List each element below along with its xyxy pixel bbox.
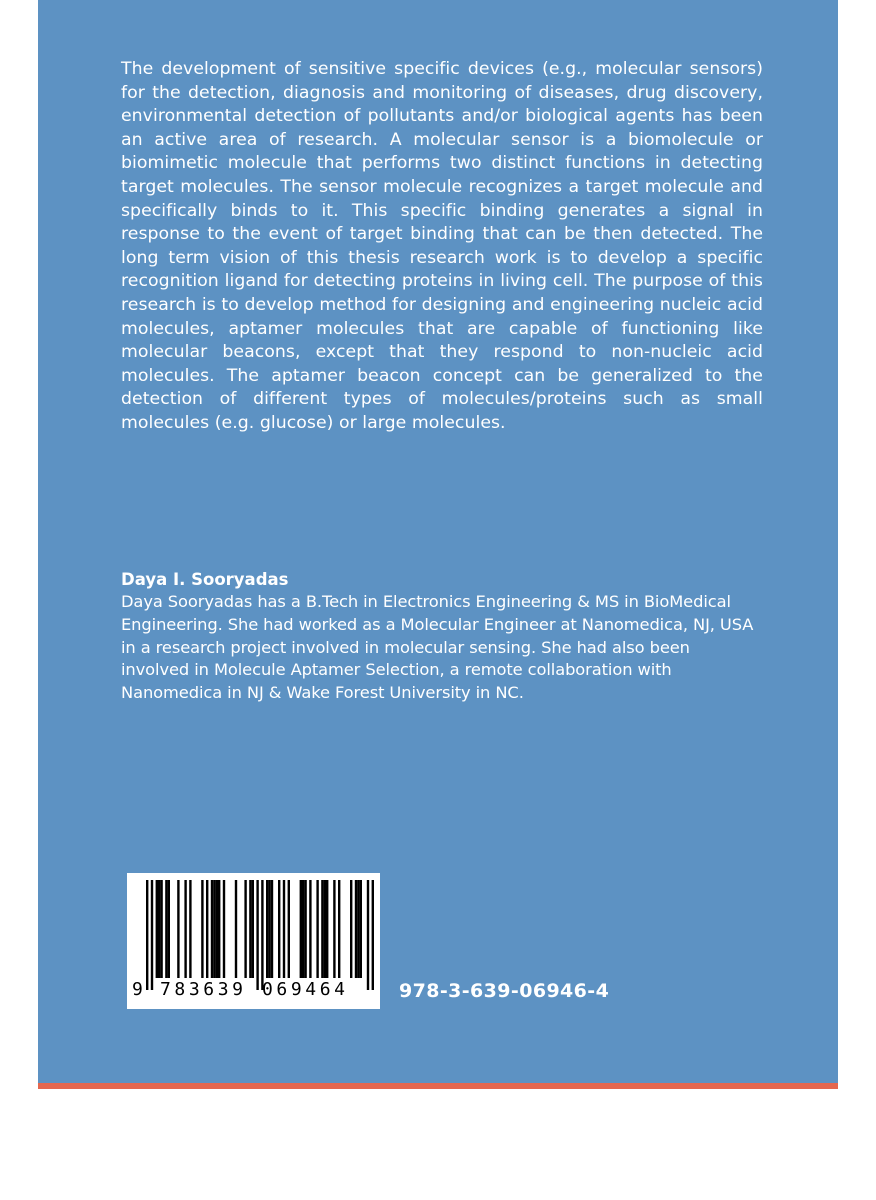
barcode-bar <box>206 880 208 978</box>
barcode-bar <box>158 880 160 978</box>
barcode-bar <box>189 880 191 978</box>
barcode-bar <box>156 880 158 978</box>
barcode-bar <box>326 880 328 978</box>
barcode-bar <box>283 880 285 978</box>
barcode-bar <box>333 880 335 978</box>
barcode-bar <box>146 880 148 990</box>
barcode-bar <box>261 880 263 990</box>
barcode-bar <box>211 880 213 978</box>
isbn-number: 978-3-639-06946-4 <box>399 980 610 1002</box>
barcode-bar <box>350 880 352 978</box>
author-name: Daya I. Sooryadas <box>121 570 289 589</box>
barcode-digits: 9 783639 069464 <box>132 979 349 1000</box>
barcode-bar <box>223 880 225 978</box>
barcode-bar <box>316 880 318 978</box>
barcode <box>127 873 380 1009</box>
barcode-bar <box>268 880 270 978</box>
barcode-bar <box>321 880 323 978</box>
barcode-bar <box>304 880 306 978</box>
barcode-bar <box>300 880 302 978</box>
barcode-bar <box>160 880 162 978</box>
barcode-bar <box>355 880 357 978</box>
barcode-bar <box>235 880 237 978</box>
barcode-bar <box>357 880 359 978</box>
barcode-bar <box>302 880 304 978</box>
author-biography: Daya Sooryadas has a B.Tech in Electronics Engineering & MS in BioMedical Engineering. She had worked as a Molecular Engineer at Nanomedica, NJ, USA in a research project involved in molecular sensing. She had also been involved in Molecule Aptamer Selection, a remote collaboration with Nanomedica in NJ & Wake Forest University in NC. <box>121 592 754 703</box>
barcode-bar <box>218 880 220 978</box>
barcode-bar <box>338 880 340 978</box>
barcode-bar <box>184 880 186 978</box>
barcode-bar <box>201 880 203 978</box>
barcode-bar <box>278 880 280 978</box>
barcode-bar <box>372 880 374 990</box>
barcode-bar <box>249 880 251 978</box>
barcode-bar <box>367 880 369 990</box>
barcode-bar <box>216 880 218 978</box>
barcode-bar <box>252 880 254 978</box>
barcode-bar <box>266 880 268 978</box>
barcode-bar <box>244 880 246 978</box>
book-description: The development of sensitive specific devices (e.g., molecular sensors) for the detection, diagnosis and monitoring of diseases, drug discovery, environmental detection of pollutants and/or biological agents has been an active area of research. A molecular sensor is a biomolecule or biomimetic molecule that performs two distinct functions in detecting target molecules. The sensor molecule recognizes a target molecule and specifically binds to it. This specific binding generates a signal in response to the event of target binding that can be then detected. The long term vision of this thesis research work is to develop a specific recognition ligand for detecting proteins in living cell. The purpose of this research is to develop method for designing and engineering nucleic acid molecules, aptamer molecules that are capable of functioning like molecular beacons, except that they respond to non-nucleic acid molecules. The aptamer beacon concept can be generalized to the detection of different types of molecules/proteins such as small molecules (e.g. glucose) or large molecules. <box>121 59 763 433</box>
barcode-bar <box>360 880 362 978</box>
barcode-bar <box>309 880 311 978</box>
barcode-bar <box>324 880 326 978</box>
barcode-bar <box>271 880 273 978</box>
barcode-bar <box>256 880 258 990</box>
barcode-bar <box>151 880 153 990</box>
barcode-bar <box>165 880 167 978</box>
author-section <box>121 568 761 705</box>
barcode-bar <box>168 880 170 978</box>
barcode-bar <box>177 880 179 978</box>
barcode-bar <box>213 880 215 978</box>
barcode-bar <box>288 880 290 978</box>
bottom-accent-stripe <box>38 1083 838 1089</box>
